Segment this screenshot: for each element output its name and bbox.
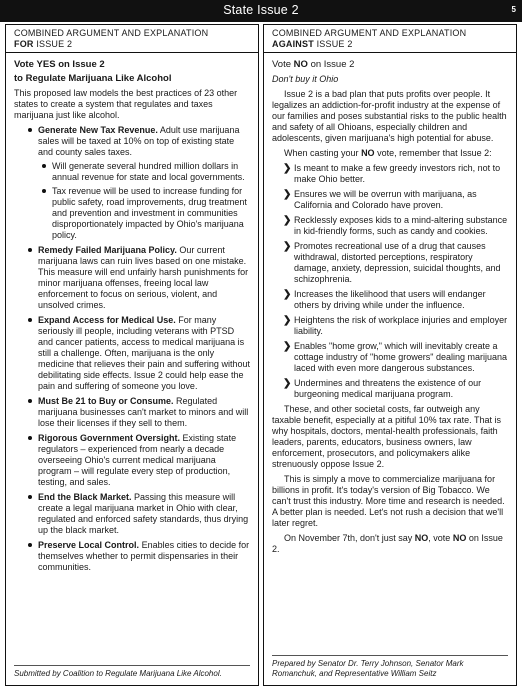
against-tobacco: This is simply a move to commercialize marijuana for billions in profit. It's today's version of Big Tobacco. We can't trust this industry. More time and research is needed. A better plan is needed. Let's not rush a decision that we'll later regret. xyxy=(272,474,505,528)
against-remember-prefix: When casting your xyxy=(284,148,359,158)
against-point-text: Ensures we will be overrun with marijuana, as California and Colorado have proven. xyxy=(294,189,477,210)
header-bar xyxy=(0,0,522,22)
against-closing xyxy=(272,533,508,555)
against-point xyxy=(272,241,508,285)
for-bullet-text: Regulated marijuana businesses can't market to minors and will lose their licenses if they sell to them. xyxy=(38,396,249,428)
against-closing-no: NO xyxy=(452,533,467,543)
against-header-line1: COMBINED ARGUMENT AND EXPLANATION xyxy=(272,28,467,38)
against-point-text: Heightens the risk of workplace injuries and employer liability. xyxy=(294,315,508,336)
for-bullet-list xyxy=(14,125,250,573)
page-number: 5 xyxy=(511,5,516,14)
against-vote-prefix: Vote xyxy=(272,59,292,70)
for-vote-word: YES xyxy=(36,59,56,70)
against-point-list xyxy=(272,163,508,400)
for-bullet xyxy=(14,492,250,536)
against-costs: These, and other societal costs, far outweigh any taxable benefit, especially at a pitiful 10% tax rate. That is why hospitals, doctors, mental-health professionals, faith leaders, parents, educators, business owners, law enforcement, prosecutors, and policymakers alike strenuously oppose Issue 2. xyxy=(272,404,501,469)
against-body xyxy=(264,53,516,555)
chevron-right-icon: ❯ xyxy=(283,215,292,226)
for-sub-bullet-list xyxy=(38,161,250,241)
for-bullet-text: For many seriously ill people, including veterans with PTSD and cancer patients, access to medical marijuana is still a challenge. Often, marijuana is the only medicine that relieves their pain and suffering without debilitating side effects. Issue 2 could help ease the pain and suffering of someone you love. xyxy=(38,315,250,391)
for-credit: Submitted by Coalition to Regulate Marijuana Like Alcohol. xyxy=(14,665,250,679)
for-bullet xyxy=(14,315,250,392)
for-header-for: FOR xyxy=(14,39,34,49)
against-header-issue: ISSUE 2 xyxy=(316,39,353,49)
against-closing-prefix: On November 7th, don't just say xyxy=(284,533,413,543)
against-vote-suffix: on Issue 2 xyxy=(310,59,355,70)
against-point xyxy=(272,215,508,237)
chevron-right-icon: ❯ xyxy=(283,341,292,352)
page-title: State Issue 2 xyxy=(223,3,299,17)
against-closing-suffix: on Issue 2. xyxy=(272,533,503,554)
for-bullet-title: Generate New Tax Revenue. xyxy=(38,125,158,135)
against-header-against: AGAINST xyxy=(272,39,314,49)
against-point-text: Enables "home grow," which will inevitably create a cottage industry of "home growers" dealing marijuana laced with even more dangerous substances. xyxy=(294,341,508,373)
for-bullet-text: Enables cities to decide for themselves whether to permit dispensaries in their communities. xyxy=(38,540,250,572)
for-bullet xyxy=(14,540,250,573)
for-vote-suffix: on Issue 2 xyxy=(58,59,105,70)
chevron-right-icon: ❯ xyxy=(283,289,292,300)
against-point-text: Undermines and threatens the existence of our burgeoning medical marijuana program. xyxy=(294,378,482,399)
against-closing-no: NO xyxy=(414,533,429,543)
against-remember xyxy=(272,148,508,159)
against-point xyxy=(272,341,508,374)
against-vote-word: NO xyxy=(293,59,308,70)
against-point-text: Increases the likelihood that users will endanger others by driving while under the influence. xyxy=(294,289,486,310)
against-point-text: Recklessly exposes kids to a mind-altering substance in kid-friendly forms, such as candy and cookies. xyxy=(294,215,508,236)
for-header-issue: ISSUE 2 xyxy=(36,39,73,49)
against-column-header xyxy=(264,25,516,53)
against-point xyxy=(272,378,508,400)
for-bullet-title: Preserve Local Control. xyxy=(38,540,140,550)
for-bullet-text: Existing state regulators – experienced from nearly a decade overseeing Ohio's current medical marijuana program – will regulate every step of production, testing, and sales. xyxy=(38,433,237,487)
for-bullet-title: Rigorous Government Oversight. xyxy=(38,433,181,443)
against-vote-line xyxy=(272,59,508,70)
for-bullet-title: End the Black Market. xyxy=(38,492,132,502)
for-column xyxy=(5,24,259,686)
for-bullet xyxy=(14,125,250,241)
for-bullet-title: Must Be 21 to Buy or Consume. xyxy=(38,396,174,406)
against-closing-mid: , vote xyxy=(428,533,451,543)
against-point-text: Promotes recreational use of a drug that causes withdrawal, distorted perceptions, respiratory damage, anxiety, depression, suicidal thoughts, and schizophrenia. xyxy=(294,241,501,284)
for-intro: This proposed law models the best practices of 23 other states to create a system that regulates and taxes marijuana just like alcohol. xyxy=(14,88,238,120)
for-sub-bullet: Will generate several hundred million dollars in annual revenue for state and local governments. xyxy=(38,161,250,183)
for-bullet-text: Passing this measure will create a legal marijuana market in Ohio with clear, regulated and enforced safety standards, thus drying up the black market. xyxy=(38,492,249,535)
against-tagline: Don't buy it Ohio xyxy=(272,74,339,84)
against-point xyxy=(272,315,508,337)
against-remember-suffix: vote, remember that Issue 2: xyxy=(377,148,492,158)
for-vote-prefix: Vote xyxy=(14,59,34,70)
for-bullet-text: Adult use marijuana sales will be taxed at 10% on top of existing state and county sales taxes. xyxy=(38,125,240,157)
for-bullet xyxy=(14,245,250,311)
against-credit: Prepared by Senator Dr. Terry Johnson, Senator Mark Romanchuk, and Representative William Seitz xyxy=(272,655,508,679)
against-point xyxy=(272,189,508,211)
chevron-right-icon: ❯ xyxy=(283,189,292,200)
against-point xyxy=(272,163,508,185)
for-bullet-text: Our current marijuana laws can ruin lives based on one mistake. This measure will end unfairly harsh punishments for minor marijuana offenses, freeing local law enforcement to focus on serious, violent, and unsolved crimes. xyxy=(38,245,249,310)
for-bullet xyxy=(14,433,250,488)
against-point-text: Is meant to make a few greedy investors rich, not to make Ohio better. xyxy=(294,163,501,184)
chevron-right-icon: ❯ xyxy=(283,241,292,252)
chevron-right-icon: ❯ xyxy=(283,315,292,326)
for-vote-line xyxy=(14,59,250,70)
for-subhead: to Regulate Marijuana Like Alcohol xyxy=(14,73,172,84)
for-bullet-title: Remedy Failed Marijuana Policy. xyxy=(38,245,177,255)
against-intro: Issue 2 is a bad plan that puts profits over people. It legalizes an addiction-for-profit industry at the expense of our families and poses substantial risks to the public health and safety of all Ohioans, especially children and adolescents, given marijuana's high potential for abuse. xyxy=(272,89,507,143)
against-remember-word: NO xyxy=(361,148,375,158)
for-bullet xyxy=(14,396,250,429)
chevron-right-icon: ❯ xyxy=(283,378,292,389)
for-column-header xyxy=(6,25,258,53)
for-bullet-title: Expand Access for Medical Use. xyxy=(38,315,176,325)
against-column xyxy=(263,24,517,686)
chevron-right-icon: ❯ xyxy=(283,163,292,174)
for-body xyxy=(6,53,258,573)
for-sub-bullet: Tax revenue will be used to increase funding for public safety, road improvements, drug treatment and prevention and investment in communities disproportionately impacted by Ohio's marijuana policy. xyxy=(38,186,250,241)
against-point xyxy=(272,289,508,311)
for-header-line1: COMBINED ARGUMENT AND EXPLANATION xyxy=(14,28,209,38)
